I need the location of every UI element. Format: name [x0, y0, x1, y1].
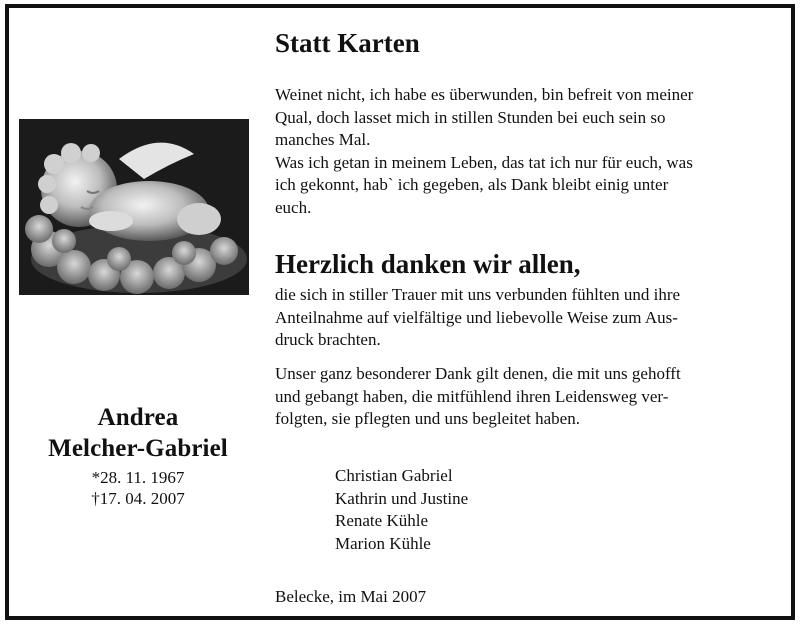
thanks-line: Anteilnahme auf vielfältige und liebevolle Weise zum Aus- — [275, 307, 678, 327]
thanks-heading: Herzlich danken wir allen, — [275, 249, 581, 279]
thanks-line: druck brachten. — [275, 330, 381, 350]
obituary-notice — [5, 4, 795, 620]
notice-heading: Statt Karten — [275, 28, 420, 58]
signer-name: Marion Kühle — [335, 533, 431, 553]
verse-line: Qual, doch lasset mich in stillen Stunden bei euch sein so — [275, 107, 666, 127]
verse-line: Weinet nicht, ich habe es überwunden, bin befreit von meiner — [275, 85, 694, 104]
birth-date: *28. 11. 1967 — [91, 468, 185, 487]
thanks-paragraph-2 — [275, 363, 787, 431]
thanks-line: und gebangt haben, die mitfühlend ihren Leidensweg ver- — [275, 386, 669, 406]
deceased-info — [9, 402, 267, 509]
thanks-paragraph-1 — [275, 284, 787, 352]
thanks-line: folgten, sie pflegten und uns begleitet haben. — [275, 409, 580, 429]
signers-list — [335, 465, 468, 555]
verse-paragraph — [275, 84, 787, 220]
verse-line: euch. — [275, 197, 312, 217]
verse-line: Was ich getan in meinem Leben, das tat ich nur für euch, was — [275, 152, 693, 172]
signer-name: Renate Kühle — [335, 511, 428, 531]
deceased-first-name: Andrea — [97, 404, 179, 431]
verse-line: ich gekonnt, hab` ich gegeben, als Dank bleibt einig unter — [275, 175, 669, 195]
verse-line: manches Mal. — [275, 130, 371, 150]
thanks-line: Unser ganz besonderer Dank gilt denen, die mit uns gehofft — [275, 364, 681, 383]
signer-name: Christian Gabriel — [335, 466, 453, 485]
place-and-date: Belecke, im Mai 2007 — [275, 587, 427, 606]
signer-name: Kathrin und Justine — [335, 488, 469, 508]
sleeping-cherub-photo — [19, 119, 249, 295]
death-date: †17. 04. 2007 — [91, 489, 185, 508]
thanks-line: die sich in stiller Trauer mit uns verbunden fühlten und ihre — [275, 285, 681, 304]
deceased-last-name: Melcher-Gabriel — [48, 435, 228, 462]
